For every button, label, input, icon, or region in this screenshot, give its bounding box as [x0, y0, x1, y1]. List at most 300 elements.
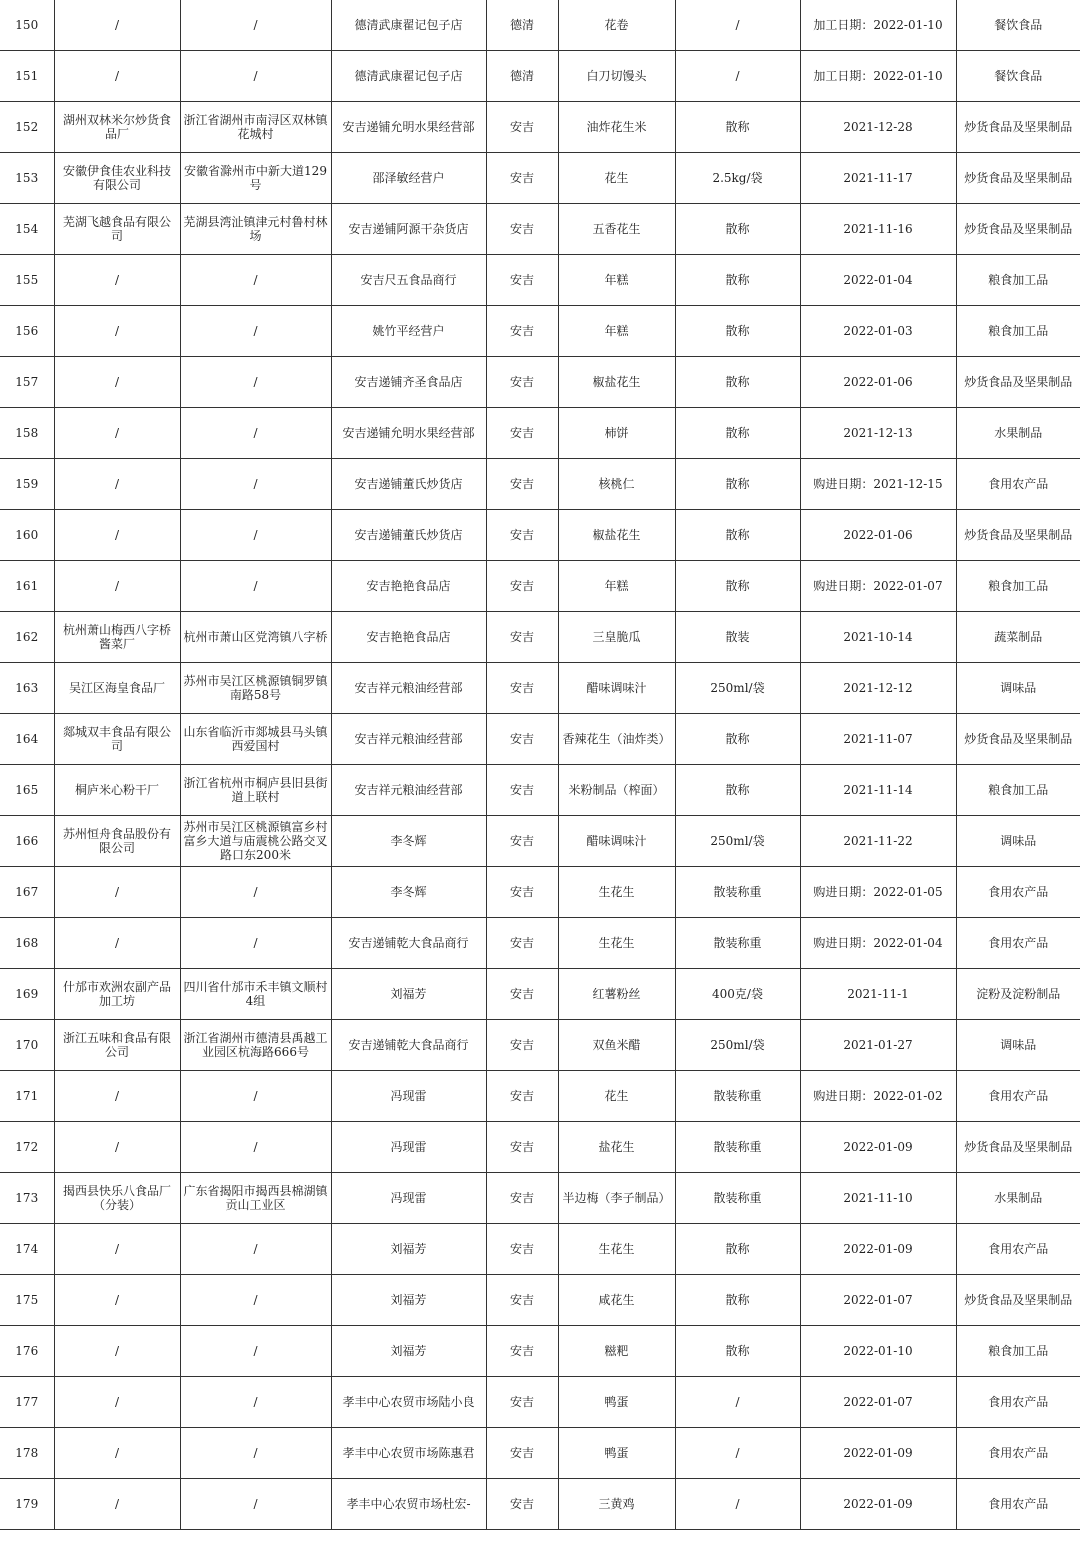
category-cell: 调味品 [956, 663, 1080, 714]
product-cell: 鸭蛋 [558, 1377, 675, 1428]
seller-cell: 安吉祥元粮油经营部 [331, 714, 486, 765]
date-cell: 购进日期：2022-01-02 [800, 1071, 956, 1122]
date-cell: 加工日期：2022-01-10 [800, 0, 956, 51]
region-cell: 安吉 [486, 1377, 558, 1428]
manufacturer-cell: / [54, 1479, 180, 1530]
product-cell: 鸭蛋 [558, 1428, 675, 1479]
seller-cell: 安吉递铺乾大食品商行 [331, 918, 486, 969]
date-cell: 2022-01-06 [800, 357, 956, 408]
table-row [0, 765, 1080, 816]
table-row [0, 612, 1080, 663]
manufacturer-cell: / [54, 1071, 180, 1122]
seller-cell: 安吉递铺乾大食品商行 [331, 1020, 486, 1071]
table-row [0, 102, 1080, 153]
date-cell: 2021-11-17 [800, 153, 956, 204]
product-cell: 半边梅（李子制品） [558, 1173, 675, 1224]
row-number: 174 [0, 1224, 54, 1275]
spec-cell: 散称 [675, 255, 800, 306]
row-number: 172 [0, 1122, 54, 1173]
table-row [0, 408, 1080, 459]
product-cell: 双鱼米醋 [558, 1020, 675, 1071]
category-cell: 食用农产品 [956, 1377, 1080, 1428]
manufacturer-cell: 杭州萧山梅西八字桥酱菜厂 [54, 612, 180, 663]
manufacturer-cell: / [54, 1326, 180, 1377]
row-number: 152 [0, 102, 54, 153]
product-cell: 花生 [558, 1071, 675, 1122]
seller-cell: 姚竹平经营户 [331, 306, 486, 357]
table-row [0, 510, 1080, 561]
table-row [0, 1428, 1080, 1479]
table-row [0, 1020, 1080, 1071]
spec-cell: 散装称重 [675, 1122, 800, 1173]
manufacturer-address-cell: / [180, 867, 331, 918]
category-cell: 粮食加工品 [956, 561, 1080, 612]
seller-cell: 安吉艳艳食品店 [331, 561, 486, 612]
product-cell: 花生 [558, 153, 675, 204]
region-cell: 安吉 [486, 306, 558, 357]
spec-cell: / [675, 51, 800, 102]
manufacturer-cell: 湖州双林米尔炒货食品厂 [54, 102, 180, 153]
category-cell: 食用农产品 [956, 1479, 1080, 1530]
date-cell: 2022-01-09 [800, 1224, 956, 1275]
region-cell: 安吉 [486, 1071, 558, 1122]
product-cell: 醋味调味汁 [558, 663, 675, 714]
category-cell: 粮食加工品 [956, 1326, 1080, 1377]
seller-cell: 安吉递铺齐圣食品店 [331, 357, 486, 408]
category-cell: 炒货食品及坚果制品 [956, 102, 1080, 153]
region-cell: 安吉 [486, 153, 558, 204]
region-cell: 安吉 [486, 1428, 558, 1479]
spec-cell: 250ml/袋 [675, 1020, 800, 1071]
region-cell: 安吉 [486, 714, 558, 765]
row-number: 158 [0, 408, 54, 459]
date-cell: 2022-01-06 [800, 510, 956, 561]
table-row [0, 867, 1080, 918]
seller-cell: 刘福芳 [331, 1224, 486, 1275]
manufacturer-address-cell: / [180, 1275, 331, 1326]
product-cell: 椒盐花生 [558, 510, 675, 561]
manufacturer-cell: 苏州恒舟食品股份有限公司 [54, 816, 180, 867]
product-cell: 生花生 [558, 918, 675, 969]
row-number: 153 [0, 153, 54, 204]
manufacturer-cell: / [54, 357, 180, 408]
manufacturer-cell: 浙江五味和食品有限公司 [54, 1020, 180, 1071]
manufacturer-address-cell: 浙江省湖州市德清县禹越工业园区杭海路666号 [180, 1020, 331, 1071]
manufacturer-cell: 吴江区海皇食品厂 [54, 663, 180, 714]
category-cell: 水果制品 [956, 408, 1080, 459]
date-cell: 2021-12-13 [800, 408, 956, 459]
date-cell: 2021-12-12 [800, 663, 956, 714]
table-row [0, 306, 1080, 357]
manufacturer-cell: 芜湖飞越食品有限公司 [54, 204, 180, 255]
manufacturer-address-cell: / [180, 459, 331, 510]
row-number: 169 [0, 969, 54, 1020]
date-cell: 2021-11-22 [800, 816, 956, 867]
product-cell: 三皇脆瓜 [558, 612, 675, 663]
row-number: 178 [0, 1428, 54, 1479]
manufacturer-cell: / [54, 1122, 180, 1173]
table-row [0, 714, 1080, 765]
table-row [0, 1377, 1080, 1428]
region-cell: 德清 [486, 0, 558, 51]
date-cell: 2022-01-03 [800, 306, 956, 357]
seller-cell: 孝丰中心农贸市场陆小良 [331, 1377, 486, 1428]
date-cell: 购进日期：2022-01-04 [800, 918, 956, 969]
manufacturer-cell: / [54, 459, 180, 510]
table-row [0, 0, 1080, 51]
region-cell: 安吉 [486, 1224, 558, 1275]
manufacturer-address-cell: / [180, 1326, 331, 1377]
spec-cell: 散称 [675, 1326, 800, 1377]
category-cell: 食用农产品 [956, 1224, 1080, 1275]
region-cell: 安吉 [486, 867, 558, 918]
manufacturer-cell: / [54, 51, 180, 102]
region-cell: 安吉 [486, 204, 558, 255]
manufacturer-address-cell: / [180, 1122, 331, 1173]
manufacturer-address-cell: 杭州市萧山区党湾镇八字桥 [180, 612, 331, 663]
spec-cell: 散称 [675, 510, 800, 561]
table-row [0, 459, 1080, 510]
manufacturer-address-cell: / [180, 306, 331, 357]
region-cell: 安吉 [486, 816, 558, 867]
product-cell: 生花生 [558, 867, 675, 918]
table-row [0, 255, 1080, 306]
seller-cell: 安吉尺五食品商行 [331, 255, 486, 306]
spec-cell: / [675, 1377, 800, 1428]
manufacturer-cell: 什邡市欢洲农副产品加工坊 [54, 969, 180, 1020]
category-cell: 淀粉及淀粉制品 [956, 969, 1080, 1020]
table-row [0, 1326, 1080, 1377]
table-row [0, 663, 1080, 714]
manufacturer-address-cell: / [180, 255, 331, 306]
category-cell: 粮食加工品 [956, 255, 1080, 306]
category-cell: 炒货食品及坚果制品 [956, 357, 1080, 408]
manufacturer-cell: / [54, 561, 180, 612]
region-cell: 德清 [486, 51, 558, 102]
manufacturer-cell: / [54, 0, 180, 51]
region-cell: 安吉 [486, 255, 558, 306]
seller-cell: 冯现雷 [331, 1071, 486, 1122]
product-cell: 香辣花生（油炸类） [558, 714, 675, 765]
region-cell: 安吉 [486, 1479, 558, 1530]
table-row [0, 51, 1080, 102]
manufacturer-cell: / [54, 918, 180, 969]
manufacturer-address-cell: 苏州市吴江区桃源镇富乡村富乡大道与庙震桃公路交叉路口东200米 [180, 816, 331, 867]
product-cell: 三黄鸡 [558, 1479, 675, 1530]
region-cell: 安吉 [486, 765, 558, 816]
region-cell: 安吉 [486, 357, 558, 408]
date-cell: 2021-12-28 [800, 102, 956, 153]
seller-cell: 李冬辉 [331, 867, 486, 918]
manufacturer-cell: / [54, 867, 180, 918]
spec-cell: 散称 [675, 714, 800, 765]
manufacturer-cell: / [54, 1275, 180, 1326]
seller-cell: 安吉递铺董氏炒货店 [331, 510, 486, 561]
category-cell: 食用农产品 [956, 459, 1080, 510]
table-row [0, 1275, 1080, 1326]
product-cell: 年糕 [558, 561, 675, 612]
category-cell: 调味品 [956, 816, 1080, 867]
spec-cell: 散称 [675, 561, 800, 612]
category-cell: 调味品 [956, 1020, 1080, 1071]
spec-cell: 250ml/袋 [675, 663, 800, 714]
manufacturer-address-cell: / [180, 0, 331, 51]
date-cell: 2021-11-14 [800, 765, 956, 816]
category-cell: 炒货食品及坚果制品 [956, 714, 1080, 765]
spec-cell: 散称 [675, 204, 800, 255]
row-number: 170 [0, 1020, 54, 1071]
manufacturer-cell: / [54, 510, 180, 561]
manufacturer-address-cell: / [180, 1377, 331, 1428]
table-row [0, 1224, 1080, 1275]
seller-cell: 冯现雷 [331, 1173, 486, 1224]
manufacturer-address-cell: / [180, 561, 331, 612]
row-number: 157 [0, 357, 54, 408]
manufacturer-address-cell: / [180, 357, 331, 408]
date-cell: 2021-11-07 [800, 714, 956, 765]
seller-cell: 刘福芳 [331, 1326, 486, 1377]
seller-cell: 德清武康翟记包子店 [331, 0, 486, 51]
table-row [0, 1122, 1080, 1173]
table-row [0, 816, 1080, 867]
row-number: 168 [0, 918, 54, 969]
manufacturer-address-cell: 浙江省湖州市南浔区双林镇花城村 [180, 102, 331, 153]
manufacturer-cell: / [54, 1377, 180, 1428]
table-row [0, 1479, 1080, 1530]
manufacturer-cell: / [54, 1428, 180, 1479]
manufacturer-cell: / [54, 306, 180, 357]
product-cell: 红薯粉丝 [558, 969, 675, 1020]
spec-cell: 散称 [675, 459, 800, 510]
product-cell: 咸花生 [558, 1275, 675, 1326]
seller-cell: 德清武康翟记包子店 [331, 51, 486, 102]
product-cell: 油炸花生米 [558, 102, 675, 153]
spec-cell: 散称 [675, 1275, 800, 1326]
manufacturer-cell: / [54, 1224, 180, 1275]
row-number: 155 [0, 255, 54, 306]
spec-cell: 散称 [675, 1224, 800, 1275]
category-cell: 水果制品 [956, 1173, 1080, 1224]
spec-cell: / [675, 1428, 800, 1479]
product-cell: 柿饼 [558, 408, 675, 459]
region-cell: 安吉 [486, 969, 558, 1020]
row-number: 173 [0, 1173, 54, 1224]
spec-cell: 散称 [675, 408, 800, 459]
row-number: 164 [0, 714, 54, 765]
date-cell: 购进日期：2021-12-15 [800, 459, 956, 510]
manufacturer-address-cell: / [180, 408, 331, 459]
seller-cell: 刘福芳 [331, 1275, 486, 1326]
manufacturer-cell: / [54, 408, 180, 459]
manufacturer-address-cell: / [180, 918, 331, 969]
manufacturer-address-cell: 浙江省杭州市桐庐县旧县街道上联村 [180, 765, 331, 816]
manufacturer-address-cell: / [180, 51, 331, 102]
date-cell: 2022-01-09 [800, 1428, 956, 1479]
row-number: 159 [0, 459, 54, 510]
product-cell: 生花生 [558, 1224, 675, 1275]
region-cell: 安吉 [486, 1122, 558, 1173]
manufacturer-cell: 揭西县快乐八食品厂（分装） [54, 1173, 180, 1224]
product-cell: 花卷 [558, 0, 675, 51]
spec-cell: / [675, 1479, 800, 1530]
region-cell: 安吉 [486, 1275, 558, 1326]
region-cell: 安吉 [486, 918, 558, 969]
date-cell: 2021-01-27 [800, 1020, 956, 1071]
category-cell: 食用农产品 [956, 1071, 1080, 1122]
table-row [0, 561, 1080, 612]
table-row [0, 1173, 1080, 1224]
category-cell: 炒货食品及坚果制品 [956, 1275, 1080, 1326]
row-number: 167 [0, 867, 54, 918]
date-cell: 2022-01-10 [800, 1326, 956, 1377]
category-cell: 粮食加工品 [956, 306, 1080, 357]
row-number: 150 [0, 0, 54, 51]
row-number: 171 [0, 1071, 54, 1122]
spec-cell: 散装称重 [675, 918, 800, 969]
seller-cell: 安吉祥元粮油经营部 [331, 765, 486, 816]
seller-cell: 安吉递铺允明水果经营部 [331, 408, 486, 459]
spec-cell: 散称 [675, 357, 800, 408]
row-number: 176 [0, 1326, 54, 1377]
category-cell: 餐饮食品 [956, 51, 1080, 102]
table-row [0, 918, 1080, 969]
seller-cell: 安吉艳艳食品店 [331, 612, 486, 663]
category-cell: 炒货食品及坚果制品 [956, 1122, 1080, 1173]
manufacturer-address-cell: 山东省临沂市郯城县马头镇西爱国村 [180, 714, 331, 765]
table-row [0, 969, 1080, 1020]
product-cell: 醋味调味汁 [558, 816, 675, 867]
seller-cell: 刘福芳 [331, 969, 486, 1020]
seller-cell: 安吉递铺董氏炒货店 [331, 459, 486, 510]
row-number: 151 [0, 51, 54, 102]
manufacturer-address-cell: / [180, 1224, 331, 1275]
spec-cell: 散装 [675, 612, 800, 663]
row-number: 175 [0, 1275, 54, 1326]
region-cell: 安吉 [486, 102, 558, 153]
spec-cell: 散装称重 [675, 1173, 800, 1224]
date-cell: 2021-10-14 [800, 612, 956, 663]
seller-cell: 孝丰中心农贸市场陈惠君 [331, 1428, 486, 1479]
spec-cell: 2.5kg/袋 [675, 153, 800, 204]
manufacturer-address-cell: / [180, 1479, 331, 1530]
product-cell: 椒盐花生 [558, 357, 675, 408]
row-number: 162 [0, 612, 54, 663]
manufacturer-address-cell: / [180, 1071, 331, 1122]
product-cell: 白刀切馒头 [558, 51, 675, 102]
row-number: 163 [0, 663, 54, 714]
date-cell: 2021-11-1 [800, 969, 956, 1020]
category-cell: 食用农产品 [956, 867, 1080, 918]
category-cell: 炒货食品及坚果制品 [956, 510, 1080, 561]
date-cell: 2022-01-04 [800, 255, 956, 306]
category-cell: 食用农产品 [956, 1428, 1080, 1479]
date-cell: 2022-01-09 [800, 1122, 956, 1173]
date-cell: 2022-01-07 [800, 1377, 956, 1428]
seller-cell: 安吉祥元粮油经营部 [331, 663, 486, 714]
product-cell: 五香花生 [558, 204, 675, 255]
date-cell: 2022-01-09 [800, 1479, 956, 1530]
date-cell: 2021-11-16 [800, 204, 956, 255]
manufacturer-cell: 郯城双丰食品有限公司 [54, 714, 180, 765]
spec-cell: 散称 [675, 306, 800, 357]
spec-cell: 250ml/袋 [675, 816, 800, 867]
region-cell: 安吉 [486, 1173, 558, 1224]
spec-cell: 散装称重 [675, 1071, 800, 1122]
row-number: 160 [0, 510, 54, 561]
date-cell: 加工日期：2022-01-10 [800, 51, 956, 102]
date-cell: 2022-01-07 [800, 1275, 956, 1326]
date-cell: 2021-11-10 [800, 1173, 956, 1224]
region-cell: 安吉 [486, 561, 558, 612]
category-cell: 炒货食品及坚果制品 [956, 153, 1080, 204]
row-number: 156 [0, 306, 54, 357]
seller-cell: 孝丰中心农贸市场杜宏- [331, 1479, 486, 1530]
row-number: 154 [0, 204, 54, 255]
product-cell: 年糕 [558, 306, 675, 357]
row-number: 161 [0, 561, 54, 612]
date-cell: 购进日期：2022-01-07 [800, 561, 956, 612]
table-row [0, 1071, 1080, 1122]
row-number: 166 [0, 816, 54, 867]
table-row [0, 204, 1080, 255]
region-cell: 安吉 [486, 612, 558, 663]
table-row [0, 153, 1080, 204]
product-cell: 米粉制品（榨面） [558, 765, 675, 816]
region-cell: 安吉 [486, 1020, 558, 1071]
region-cell: 安吉 [486, 1326, 558, 1377]
manufacturer-address-cell: / [180, 510, 331, 561]
seller-cell: 李冬辉 [331, 816, 486, 867]
seller-cell: 冯现雷 [331, 1122, 486, 1173]
manufacturer-address-cell: 广东省揭阳市揭西县棉湖镇贡山工业区 [180, 1173, 331, 1224]
category-cell: 餐饮食品 [956, 0, 1080, 51]
product-cell: 年糕 [558, 255, 675, 306]
manufacturer-address-cell: 安徽省滁州市中新大道129号 [180, 153, 331, 204]
product-cell: 核桃仁 [558, 459, 675, 510]
region-cell: 安吉 [486, 663, 558, 714]
category-cell: 蔬菜制品 [956, 612, 1080, 663]
spec-cell: 散称 [675, 765, 800, 816]
row-number: 177 [0, 1377, 54, 1428]
category-cell: 炒货食品及坚果制品 [956, 204, 1080, 255]
seller-cell: 邵泽敏经营户 [331, 153, 486, 204]
manufacturer-address-cell: / [180, 1428, 331, 1479]
region-cell: 安吉 [486, 459, 558, 510]
manufacturer-cell: 安徽伊食佳农业科技有限公司 [54, 153, 180, 204]
date-cell: 购进日期：2022-01-05 [800, 867, 956, 918]
seller-cell: 安吉递铺允明水果经营部 [331, 102, 486, 153]
manufacturer-cell: / [54, 255, 180, 306]
row-number: 179 [0, 1479, 54, 1530]
region-cell: 安吉 [486, 408, 558, 459]
category-cell: 食用农产品 [956, 918, 1080, 969]
manufacturer-address-cell: 四川省什邡市禾丰镇文顺村4组 [180, 969, 331, 1020]
region-cell: 安吉 [486, 510, 558, 561]
manufacturer-cell: 桐庐米心粉干厂 [54, 765, 180, 816]
manufacturer-address-cell: 苏州市吴江区桃源镇铜罗镇南路58号 [180, 663, 331, 714]
spec-cell: 散装称重 [675, 867, 800, 918]
row-number: 165 [0, 765, 54, 816]
spec-cell: / [675, 0, 800, 51]
product-cell: 盐花生 [558, 1122, 675, 1173]
manufacturer-address-cell: 芜湖县湾沚镇津元村鲁村林场 [180, 204, 331, 255]
spec-cell: 400克/袋 [675, 969, 800, 1020]
spec-cell: 散称 [675, 102, 800, 153]
product-cell: 糍粑 [558, 1326, 675, 1377]
table-row [0, 357, 1080, 408]
seller-cell: 安吉递铺阿源干杂货店 [331, 204, 486, 255]
category-cell: 粮食加工品 [956, 765, 1080, 816]
